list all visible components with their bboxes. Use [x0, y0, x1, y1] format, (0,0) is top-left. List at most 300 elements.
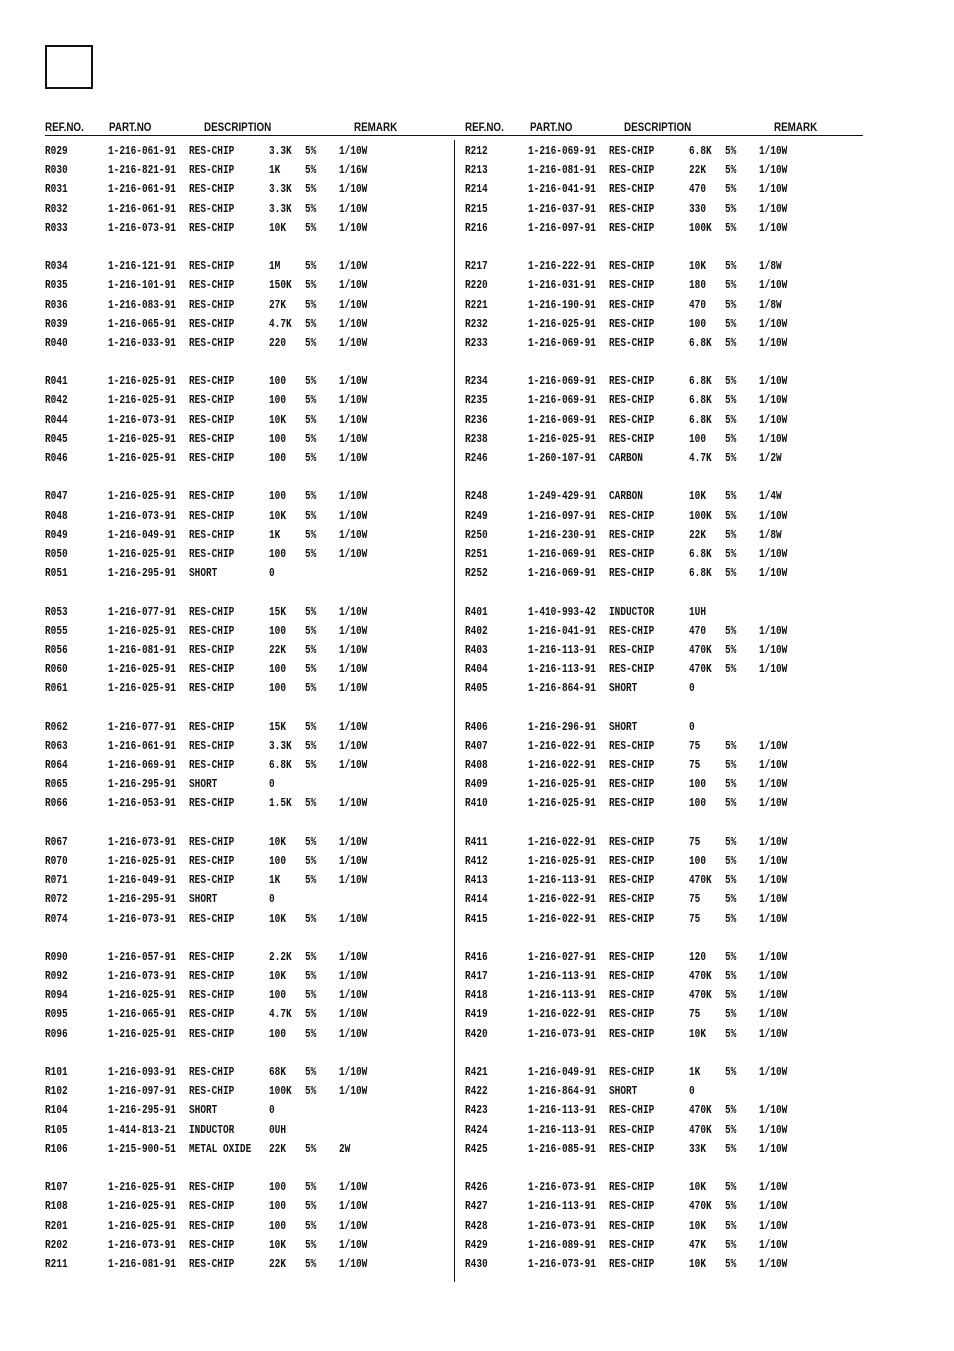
- value: 6.8K: [689, 375, 712, 389]
- value: 75: [689, 1008, 701, 1022]
- description: RES-CHIP: [189, 989, 235, 1003]
- value: 6.8K: [689, 336, 712, 350]
- description: RES-CHIP: [189, 317, 235, 331]
- remark: 1/10W: [339, 336, 368, 350]
- part-no: 1-216-033-91: [108, 336, 176, 350]
- description: RES-CHIP: [609, 1123, 655, 1137]
- part-no: 1-216-025-91: [108, 547, 176, 561]
- remark: 1/10W: [339, 279, 368, 293]
- ref-no: R416: [465, 950, 488, 964]
- value: 470: [689, 183, 706, 197]
- part-no: 1-216-073-91: [108, 509, 176, 523]
- tolerance: 5%: [305, 528, 317, 542]
- value: 220: [269, 336, 286, 350]
- description: INDUCTOR: [189, 1123, 235, 1137]
- description: RES-CHIP: [609, 394, 655, 408]
- value: 100: [269, 547, 286, 561]
- tolerance: 5%: [305, 1142, 317, 1156]
- ref-no: R072: [45, 893, 68, 907]
- ref-no: R407: [465, 739, 488, 753]
- remark: 1/10W: [339, 874, 368, 888]
- header-desc-right: DESCRIPTION: [624, 120, 692, 134]
- value: 100: [269, 452, 286, 465]
- ref-no: R221: [465, 298, 488, 312]
- tolerance: 5%: [725, 1123, 737, 1137]
- value: 120: [689, 950, 706, 964]
- part-no: 1-414-813-21: [108, 1123, 176, 1137]
- description: RES-CHIP: [609, 183, 655, 197]
- ref-no: R422: [465, 1085, 488, 1099]
- part-no: 1-216-025-91: [108, 1200, 176, 1214]
- remark: 1/10W: [759, 624, 788, 638]
- description: RES-CHIP: [609, 912, 655, 926]
- description: RES-CHIP: [609, 336, 655, 350]
- description: RES-CHIP: [189, 682, 235, 696]
- description: RES-CHIP: [189, 164, 235, 178]
- tolerance: 5%: [725, 739, 737, 753]
- ref-no: R427: [465, 1200, 488, 1214]
- description: RES-CHIP: [609, 547, 655, 561]
- part-no: 1-216-073-91: [528, 1181, 596, 1195]
- value: 10K: [269, 413, 286, 427]
- ref-no: R212: [465, 145, 488, 158]
- part-no: 1-216-025-91: [528, 854, 596, 868]
- tolerance: 5%: [305, 183, 317, 197]
- value: 75: [689, 912, 701, 926]
- value: 100: [269, 490, 286, 504]
- part-no: 1-216-022-91: [528, 893, 596, 907]
- value: 100: [269, 989, 286, 1003]
- tolerance: 5%: [305, 912, 317, 926]
- ref-no: R050: [45, 547, 68, 561]
- tolerance: 5%: [725, 202, 737, 216]
- value: 47K: [689, 1238, 706, 1252]
- remark: 1/4W: [759, 490, 782, 504]
- part-no: 1-216-069-91: [528, 375, 596, 389]
- value: 0: [269, 567, 275, 581]
- description: RES-CHIP: [609, 835, 655, 849]
- ref-no: R413: [465, 874, 488, 888]
- value: 3.3K: [269, 739, 292, 753]
- tolerance: 5%: [305, 624, 317, 638]
- value: 10K: [689, 260, 706, 274]
- part-no: 1-216-113-91: [528, 874, 596, 888]
- value: 1K: [269, 874, 281, 888]
- header-part-right: PART.NO: [530, 120, 573, 134]
- description: RES-CHIP: [189, 413, 235, 427]
- value: 10K: [689, 1219, 706, 1233]
- tolerance: 5%: [725, 452, 737, 465]
- value: 10K: [689, 490, 706, 504]
- description: RES-CHIP: [609, 759, 655, 772]
- part-no: 1-216-069-91: [528, 145, 596, 158]
- value: 75: [689, 835, 701, 849]
- tolerance: 5%: [305, 739, 317, 753]
- ref-no: R405: [465, 682, 488, 696]
- remark: 1/10W: [759, 164, 788, 178]
- value: 75: [689, 759, 701, 772]
- part-no: 1-216-230-91: [528, 528, 596, 542]
- ref-no: R036: [45, 298, 68, 312]
- part-no: 1-216-025-91: [108, 432, 176, 446]
- description: RES-CHIP: [189, 1008, 235, 1022]
- part-no: 1-216-093-91: [108, 1066, 176, 1079]
- value: 1M: [269, 260, 281, 274]
- value: 1K: [269, 528, 281, 542]
- description: RES-CHIP: [609, 413, 655, 427]
- value: 22K: [689, 164, 706, 178]
- value: 100K: [689, 221, 712, 235]
- remark: 1/10W: [339, 145, 368, 158]
- value: 100: [269, 1181, 286, 1195]
- tolerance: 5%: [305, 375, 317, 389]
- ref-no: R031: [45, 183, 68, 197]
- value: 150K: [269, 279, 292, 293]
- remark: 1/10W: [339, 1257, 368, 1271]
- ref-no: R429: [465, 1238, 488, 1252]
- remark: 1/10W: [339, 1066, 368, 1079]
- description: INDUCTOR: [609, 605, 655, 619]
- description: RES-CHIP: [189, 1181, 235, 1195]
- ref-no: R032: [45, 202, 68, 216]
- value: 3.3K: [269, 145, 292, 158]
- tolerance: 5%: [725, 874, 737, 888]
- remark: 1/10W: [759, 1066, 788, 1079]
- remark: 1/10W: [759, 1142, 788, 1156]
- ref-no: R064: [45, 759, 68, 772]
- description: RES-CHIP: [189, 1066, 235, 1079]
- value: 1UH: [689, 605, 706, 619]
- tolerance: 5%: [305, 547, 317, 561]
- ref-no: R410: [465, 797, 488, 811]
- part-no: 1-216-025-91: [108, 624, 176, 638]
- part-no: 1-216-025-91: [108, 989, 176, 1003]
- remark: 1/10W: [339, 202, 368, 216]
- remark: 1/10W: [339, 260, 368, 274]
- part-no: 1-216-027-91: [528, 950, 596, 964]
- remark: 1/10W: [339, 221, 368, 235]
- tolerance: 5%: [725, 1027, 737, 1041]
- ref-no: R406: [465, 720, 488, 734]
- value: 100: [269, 624, 286, 638]
- tolerance: 5%: [305, 835, 317, 849]
- tolerance: 5%: [725, 854, 737, 868]
- description: RES-CHIP: [189, 509, 235, 523]
- ref-no: R202: [45, 1238, 68, 1252]
- remark: 1/10W: [759, 317, 788, 331]
- remark: 1/10W: [339, 912, 368, 926]
- value: 10K: [269, 221, 286, 235]
- description: SHORT: [609, 682, 638, 696]
- tolerance: 5%: [305, 490, 317, 504]
- part-no: 1-216-069-91: [528, 547, 596, 561]
- value: 470K: [689, 970, 712, 984]
- description: RES-CHIP: [609, 375, 655, 389]
- description: RES-CHIP: [609, 279, 655, 293]
- part-no: 1-216-025-91: [108, 375, 176, 389]
- tolerance: 5%: [725, 336, 737, 350]
- ref-no: R420: [465, 1027, 488, 1041]
- description: RES-CHIP: [609, 854, 655, 868]
- part-no: 1-216-295-91: [108, 778, 176, 792]
- value: 0: [689, 1085, 695, 1099]
- part-no: 1-216-081-91: [108, 1257, 176, 1271]
- header-ref-left: REF.NO.: [45, 120, 84, 134]
- part-no: 1-216-041-91: [528, 183, 596, 197]
- value: 10K: [689, 1027, 706, 1041]
- value: 470K: [689, 663, 712, 677]
- remark: 1/10W: [759, 797, 788, 811]
- remark: 1/10W: [339, 394, 368, 408]
- remark: 1/10W: [339, 490, 368, 504]
- tolerance: 5%: [725, 989, 737, 1003]
- remark: 1/10W: [759, 1181, 788, 1195]
- remark: 1/10W: [759, 970, 788, 984]
- part-no: 1-216-057-91: [108, 950, 176, 964]
- part-no: 1-216-864-91: [528, 1085, 596, 1099]
- tolerance: 5%: [725, 279, 737, 293]
- tolerance: 5%: [725, 893, 737, 907]
- remark: 1/10W: [339, 605, 368, 619]
- remark: 1/10W: [339, 528, 368, 542]
- tolerance: 5%: [725, 1200, 737, 1214]
- tolerance: 5%: [305, 394, 317, 408]
- value: 22K: [269, 1257, 286, 1271]
- ref-no: R425: [465, 1142, 488, 1156]
- part-no: 1-216-025-91: [108, 452, 176, 465]
- ref-no: R411: [465, 835, 488, 849]
- remark: 1/8W: [759, 260, 782, 274]
- tolerance: 5%: [305, 1257, 317, 1271]
- value: 0: [689, 682, 695, 696]
- value: 100: [269, 1219, 286, 1233]
- description: RES-CHIP: [609, 260, 655, 274]
- description: RES-CHIP: [189, 298, 235, 312]
- tolerance: 5%: [725, 797, 737, 811]
- remark: 1/10W: [339, 854, 368, 868]
- remark: 1/10W: [759, 279, 788, 293]
- part-no: 1-216-083-91: [108, 298, 176, 312]
- description: RES-CHIP: [189, 720, 235, 734]
- description: RES-CHIP: [189, 912, 235, 926]
- remark: 1/10W: [339, 759, 368, 772]
- part-no: 1-216-069-91: [108, 759, 176, 772]
- part-no: 1-216-190-91: [528, 298, 596, 312]
- remark: 1/10W: [339, 183, 368, 197]
- value: 100: [269, 854, 286, 868]
- value: 6.8K: [689, 413, 712, 427]
- part-no: 1-216-295-91: [108, 1104, 176, 1118]
- remark: 1/10W: [339, 1219, 368, 1233]
- header-part-left: PART.NO: [109, 120, 152, 134]
- part-no: 1-216-864-91: [528, 682, 596, 696]
- remark: 1/10W: [759, 336, 788, 350]
- tolerance: 5%: [725, 394, 737, 408]
- remark: 1/10W: [339, 970, 368, 984]
- part-no: 1-216-113-91: [528, 643, 596, 657]
- description: SHORT: [609, 1085, 638, 1099]
- tolerance: 5%: [305, 720, 317, 734]
- ref-no: R213: [465, 164, 488, 178]
- description: RES-CHIP: [609, 893, 655, 907]
- ref-no: R053: [45, 605, 68, 619]
- tolerance: 5%: [725, 432, 737, 446]
- tolerance: 5%: [725, 413, 737, 427]
- value: 3.3K: [269, 202, 292, 216]
- value: 0: [689, 720, 695, 734]
- ref-no: R424: [465, 1123, 488, 1137]
- ref-no: R094: [45, 989, 68, 1003]
- description: RES-CHIP: [189, 375, 235, 389]
- tolerance: 5%: [305, 279, 317, 293]
- part-no: 1-216-077-91: [108, 720, 176, 734]
- ref-no: R236: [465, 413, 488, 427]
- remark: 2W: [339, 1142, 351, 1156]
- description: RES-CHIP: [189, 643, 235, 657]
- ref-no: R220: [465, 279, 488, 293]
- ref-no: R412: [465, 854, 488, 868]
- remark: 1/10W: [759, 145, 788, 158]
- remark: 1/10W: [759, 221, 788, 235]
- remark: 1/10W: [339, 1238, 368, 1252]
- ref-no: R074: [45, 912, 68, 926]
- remark: 1/10W: [759, 567, 788, 581]
- part-no: 1-216-025-91: [108, 490, 176, 504]
- description: RES-CHIP: [189, 260, 235, 274]
- value: 470: [689, 624, 706, 638]
- value: 0UH: [269, 1123, 286, 1137]
- part-no: 1-216-121-91: [108, 260, 176, 274]
- remark: 1/10W: [759, 739, 788, 753]
- tolerance: 5%: [305, 1238, 317, 1252]
- page-corner-box: [45, 45, 93, 89]
- ref-no: R092: [45, 970, 68, 984]
- tolerance: 5%: [305, 1219, 317, 1233]
- value: 470K: [689, 643, 712, 657]
- ref-no: R070: [45, 854, 68, 868]
- description: RES-CHIP: [189, 1219, 235, 1233]
- ref-no: R430: [465, 1257, 488, 1271]
- description: RES-CHIP: [609, 567, 655, 581]
- description: RES-CHIP: [189, 797, 235, 811]
- description: RES-CHIP: [189, 1027, 235, 1041]
- value: 100K: [689, 509, 712, 523]
- part-no: 1-216-025-91: [528, 317, 596, 331]
- part-no: 1-216-296-91: [528, 720, 596, 734]
- tolerance: 5%: [725, 547, 737, 561]
- tolerance: 5%: [725, 950, 737, 964]
- part-no: 1-216-025-91: [108, 1181, 176, 1195]
- part-no: 1-216-022-91: [528, 739, 596, 753]
- ref-no: R238: [465, 432, 488, 446]
- value: 180: [689, 279, 706, 293]
- ref-no: R419: [465, 1008, 488, 1022]
- description: RES-CHIP: [609, 509, 655, 523]
- part-no: 1-216-073-91: [108, 835, 176, 849]
- tolerance: 5%: [725, 663, 737, 677]
- remark: 1/10W: [339, 509, 368, 523]
- part-no: 1-216-061-91: [108, 202, 176, 216]
- ref-no: R217: [465, 260, 488, 274]
- ref-no: R055: [45, 624, 68, 638]
- value: 75: [689, 893, 701, 907]
- value: 10K: [269, 912, 286, 926]
- remark: 1/10W: [759, 835, 788, 849]
- part-no: 1-216-061-91: [108, 739, 176, 753]
- tolerance: 5%: [725, 1066, 737, 1079]
- tolerance: 5%: [305, 298, 317, 312]
- ref-no: R046: [45, 452, 68, 465]
- ref-no: R090: [45, 950, 68, 964]
- tolerance: 5%: [725, 145, 737, 158]
- part-no: 1-216-097-91: [528, 509, 596, 523]
- remark: 1/10W: [759, 893, 788, 907]
- value: 100: [269, 375, 286, 389]
- value: 100: [689, 778, 706, 792]
- tolerance: 5%: [305, 643, 317, 657]
- description: RES-CHIP: [609, 164, 655, 178]
- description: RES-CHIP: [609, 1066, 655, 1079]
- description: SHORT: [189, 567, 218, 581]
- tolerance: 5%: [305, 989, 317, 1003]
- value: 0: [269, 893, 275, 907]
- ref-no: R105: [45, 1123, 68, 1137]
- remark: 1/10W: [339, 1085, 368, 1099]
- tolerance: 5%: [725, 1104, 737, 1118]
- value: 10K: [269, 509, 286, 523]
- part-no: 1-216-065-91: [108, 317, 176, 331]
- value: 10K: [269, 835, 286, 849]
- tolerance: 5%: [305, 1027, 317, 1041]
- part-no: 1-216-085-91: [528, 1142, 596, 1156]
- description: RES-CHIP: [609, 624, 655, 638]
- tolerance: 5%: [305, 970, 317, 984]
- part-no: 1-216-073-91: [108, 413, 176, 427]
- part-no: 1-216-053-91: [108, 797, 176, 811]
- remark: 1/10W: [759, 1200, 788, 1214]
- remark: 1/10W: [759, 912, 788, 926]
- ref-no: R104: [45, 1104, 68, 1118]
- value: 100: [269, 432, 286, 446]
- tolerance: 5%: [305, 874, 317, 888]
- tolerance: 5%: [725, 624, 737, 638]
- tolerance: 5%: [725, 1219, 737, 1233]
- part-no: 1-216-113-91: [528, 1104, 596, 1118]
- description: RES-CHIP: [609, 298, 655, 312]
- remark: 1/10W: [339, 682, 368, 696]
- part-no: 1-216-025-91: [108, 394, 176, 408]
- value: 470: [689, 298, 706, 312]
- header-remark-right: REMARK: [774, 120, 818, 134]
- ref-no: R101: [45, 1066, 68, 1079]
- remark: 1/10W: [759, 1257, 788, 1271]
- description: RES-CHIP: [609, 145, 655, 158]
- ref-no: R045: [45, 432, 68, 446]
- part-no: 1-216-097-91: [528, 221, 596, 235]
- ref-no: R423: [465, 1104, 488, 1118]
- tolerance: 5%: [725, 912, 737, 926]
- ref-no: R044: [45, 413, 68, 427]
- value: 100K: [269, 1085, 292, 1099]
- remark: 1/10W: [759, 1008, 788, 1022]
- description: RES-CHIP: [189, 528, 235, 542]
- remark: 1/10W: [759, 1123, 788, 1137]
- description: RES-CHIP: [609, 950, 655, 964]
- ref-no: R409: [465, 778, 488, 792]
- tolerance: 5%: [305, 260, 317, 274]
- ref-no: R248: [465, 490, 488, 504]
- description: RES-CHIP: [189, 970, 235, 984]
